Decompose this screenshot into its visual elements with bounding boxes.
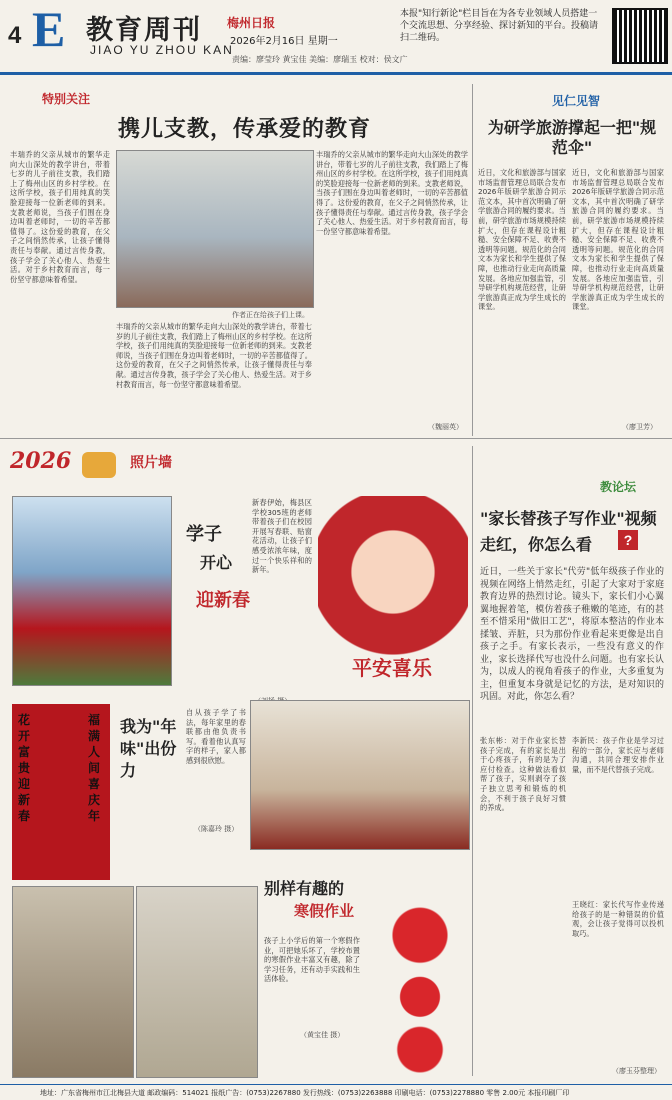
masthead [0, 0, 672, 74]
classroom-photo [116, 150, 314, 308]
footer-address: 地址：广东省梅州市江北梅县大道 [40, 1089, 145, 1097]
article3-headline-a: "家长替孩子写作业"视频 [480, 509, 657, 528]
article1-tag: 特别关注 [42, 92, 91, 106]
item3-title-b: 寒假作业 [294, 902, 355, 920]
homework-photo-2 [136, 886, 258, 1078]
header-rule [0, 72, 672, 75]
question-icon: ? [618, 530, 638, 550]
page-number: 4 [8, 22, 22, 49]
article1-body-col1: 丰瑞乔的父亲从城市的繁华走向大山深处的教学讲台，带着七岁的儿子前往支教，我们踏上了梅州山区的乡村学校。在这所学校，孩子们用纯真的笑脸迎接每一位新老师的到来。支教老师说，当孩子们围在身边叫着老师时，一切的辛苦都值得了。这份爱的教育，在父子之间悄然传承，让孩子懂得责任与奉献。通过言传身教，孩子学会了关心他人、热爱生活。对于乡村教育而言，每一份坚守都意味着希望。 [10, 150, 110, 284]
item1-title-a: 学子 [186, 524, 222, 545]
article1-byline: （魏丽英） [428, 423, 463, 431]
new-year-photo-1 [12, 496, 172, 686]
column-notice: 本报"知行新论"栏目旨在为各专业领域人员搭建一个交流思想、分享经验、探讨新知的平台。投稿请扫二维码。 [400, 9, 599, 43]
item3-title-a: 别样有趣的 [264, 879, 345, 898]
footer-phone2: 发行热线：(0753)2263888 [302, 1089, 393, 1097]
paper-name: 梅州日报 [227, 16, 276, 30]
section-title: 教育周刊 [86, 15, 202, 46]
item2-byline: （陈嘉玲 摄） [194, 825, 239, 833]
issue-date: 2026年2月16日 星期一 [230, 36, 338, 47]
article3-opinion-3: 王晓红：家长代写作业传递给孩子的是一种错误的价值观，会让孩子觉得可以投机取巧。 [572, 900, 664, 938]
article3-headline-b: 走红，你怎么看 [480, 535, 593, 554]
column-divider-2 [472, 446, 473, 1076]
item2-body: 自从孩子学了书法，每年家里的春联都由他负责书写。看着他认真写字的样子，家人都感到很欣慰。 [186, 708, 246, 765]
article3-lead: 近日，一些关于家长"代劳"低年级孩子作业的视频在网络上悄然走红，引起了大家对于家庭教育边界的热烈讨论。镜头下，家长们小心翼翼地握着笔，模仿着孩子稚嫩的笔迹，有的甚至不惜采用"做旧工艺"，将原本整洁的作业本揉皱、弄脏，只为那份作业看起来更像是出自孩子之手。有家长表示，一些没有意义的作业，家长选择代写也没什么问题。也有家长认为，以成人的视角看孩子的作业，大多重复为主，但重复本身就是记忆的方法，是对知识的巩固。对此，你怎么看？ [480, 567, 664, 702]
item1-title-c: 迎新春 [196, 590, 250, 611]
footer-printer: 本报印刷厂印 [527, 1089, 570, 1097]
footer-price: 零售 2.00元 [486, 1089, 526, 1097]
article3-opinion-1: 张东彬：对于作业家长替孩子完成，有的家长是出于心疼孩子，有的是为了应付检查。这种做法看似帮了孩子，实则剥夺了孩子独立思考和锻炼的机会，不利于孩子良好习惯的养成。 [480, 736, 566, 813]
footer-postcode: 邮政编码：514021 [147, 1089, 209, 1097]
article2-body-col1: 近日，文化和旅游部与国家市场监督管理总局联合发布2026年版研学旅游合同示范文本，其中首次明确了研学旅游合同的履约要求。当前，研学旅游市场规模持续扩大，但存在课程设计粗糙、安全保障不足、收费不透明等问题。规范化的合同文本为家长和学生提供了保障，也推动行业走向高质量发展。各地应加强监管，引导研学机构规范经营，让研学旅游真正成为学生成长的课堂。 [478, 168, 566, 312]
section-logo-letter: E [32, 1, 66, 57]
article1-body-col2: 丰瑞乔的父亲从城市的繁华走向大山深处的教学讲台，带着七岁的儿子前往支教，我们踏上了梅州山区的乡村学校。在这所学校，孩子们用纯真的笑脸迎接每一位新老师的到来。支教老师说，当孩子们围在身边叫着老师时，一切的辛苦都值得了。这份爱的教育，在父子之间悄然传承，让孩子懂得责任与奉献。通过言传身教，孩子学会了关心他人、热爱生活。对于乡村教育而言，每一份坚守都意味着希望。 [116, 322, 312, 389]
article1-body-col3: 丰瑞乔的父亲从城市的繁华走向大山深处的教学讲台，带着七岁的儿子前往支教，我们踏上了梅州山区的乡村学校。在这所学校，孩子们用纯真的笑脸迎接每一位新老师的到来。支教老师说，当孩子们围在身边叫着老师时，一切的辛苦都值得了。这份爱的教育，在父子之间悄然传承，让孩子懂得责任与奉献。通过言传身教，孩子学会了关心他人、热爱生活。对于乡村教育而言，每一份坚守都意味着希望。 [316, 150, 468, 236]
couplet-right: 福满人间喜庆年 [88, 713, 101, 823]
article2-body-col2: 近日，文化和旅游部与国家市场监督管理总局联合发布2026年版研学旅游合同示范文本，其中首次明确了研学旅游合同的履约要求。当前，研学旅游市场规模持续扩大，但存在课程设计粗糙、安全保障不足、收费不透明等问题。规范化的合同文本为家长和学生提供了保障，也推动行业走向高质量发展。各地应加强监管，引导研学机构规范经营，让研学旅游真正成为学生成长的课堂。 [572, 168, 664, 312]
article3-byline: （廖玉芬整理） [612, 1067, 661, 1075]
footer [0, 1084, 672, 1100]
photo-wall-banner: 照片墙 [130, 455, 172, 471]
section-pinyin: JIAO YU ZHOU KAN [90, 43, 234, 57]
footer-phone1: 报纸广告：(0753)2267880 [211, 1089, 301, 1097]
item2-title: 我为"年味"出份力 [120, 717, 177, 780]
item1-title-b: 开心 [200, 553, 233, 572]
calligraphy-photo [250, 700, 470, 850]
item3-body: 孩子上小学后的第一个寒假作业，可把她乐坏了，学校布置的寒假作业丰富又有趣，除了学习任务，还有动手实践和生活体验。 [264, 936, 360, 984]
footer-phone3: 印刷电话：(0753)2278880 [394, 1089, 485, 1097]
article1-headline: 携儿支教，传承爱的教育 [118, 116, 372, 142]
camera-icon [82, 452, 116, 478]
qr-code-icon[interactable] [612, 8, 668, 64]
lion-text: 平安喜乐 [352, 656, 432, 680]
item1-body: 新春伊始，梅县区学校305班的老师带着孩子们在校园开展写春联、贴窗花活动，让孩子们感受浓浓年味，度过一个快乐祥和的新年。 [252, 498, 312, 575]
section-divider [0, 438, 672, 439]
article3-tag: 教论坛 [600, 480, 637, 494]
couplet-left: 花开富贵迎新春 [18, 713, 31, 823]
item3-byline: （黄宝佳 摄） [300, 1031, 345, 1039]
lantern-decoration [372, 900, 468, 1076]
editors-line: 责编：廖莹玲 黄宝佳 美编：廖瑞玉 校对：侯文广 [232, 55, 408, 64]
article3-opinion-2: 李新民：孩子作业是学习过程的一部分，家长应与老师沟通，共同合理安排作业量，而不是代替孩子完成。 [572, 736, 664, 774]
column-divider [472, 84, 473, 436]
article2-byline: （廖卫芳） [622, 423, 657, 431]
photo-caption: 作者正在给孩子们上课。 [232, 311, 309, 319]
article2-tag: 见仁见智 [552, 94, 601, 108]
homework-photo-1 [12, 886, 134, 1078]
photo-wall-year: 2026 [10, 448, 72, 474]
article2-headline: 为研学旅游撑起一把"规范伞" [487, 118, 657, 157]
